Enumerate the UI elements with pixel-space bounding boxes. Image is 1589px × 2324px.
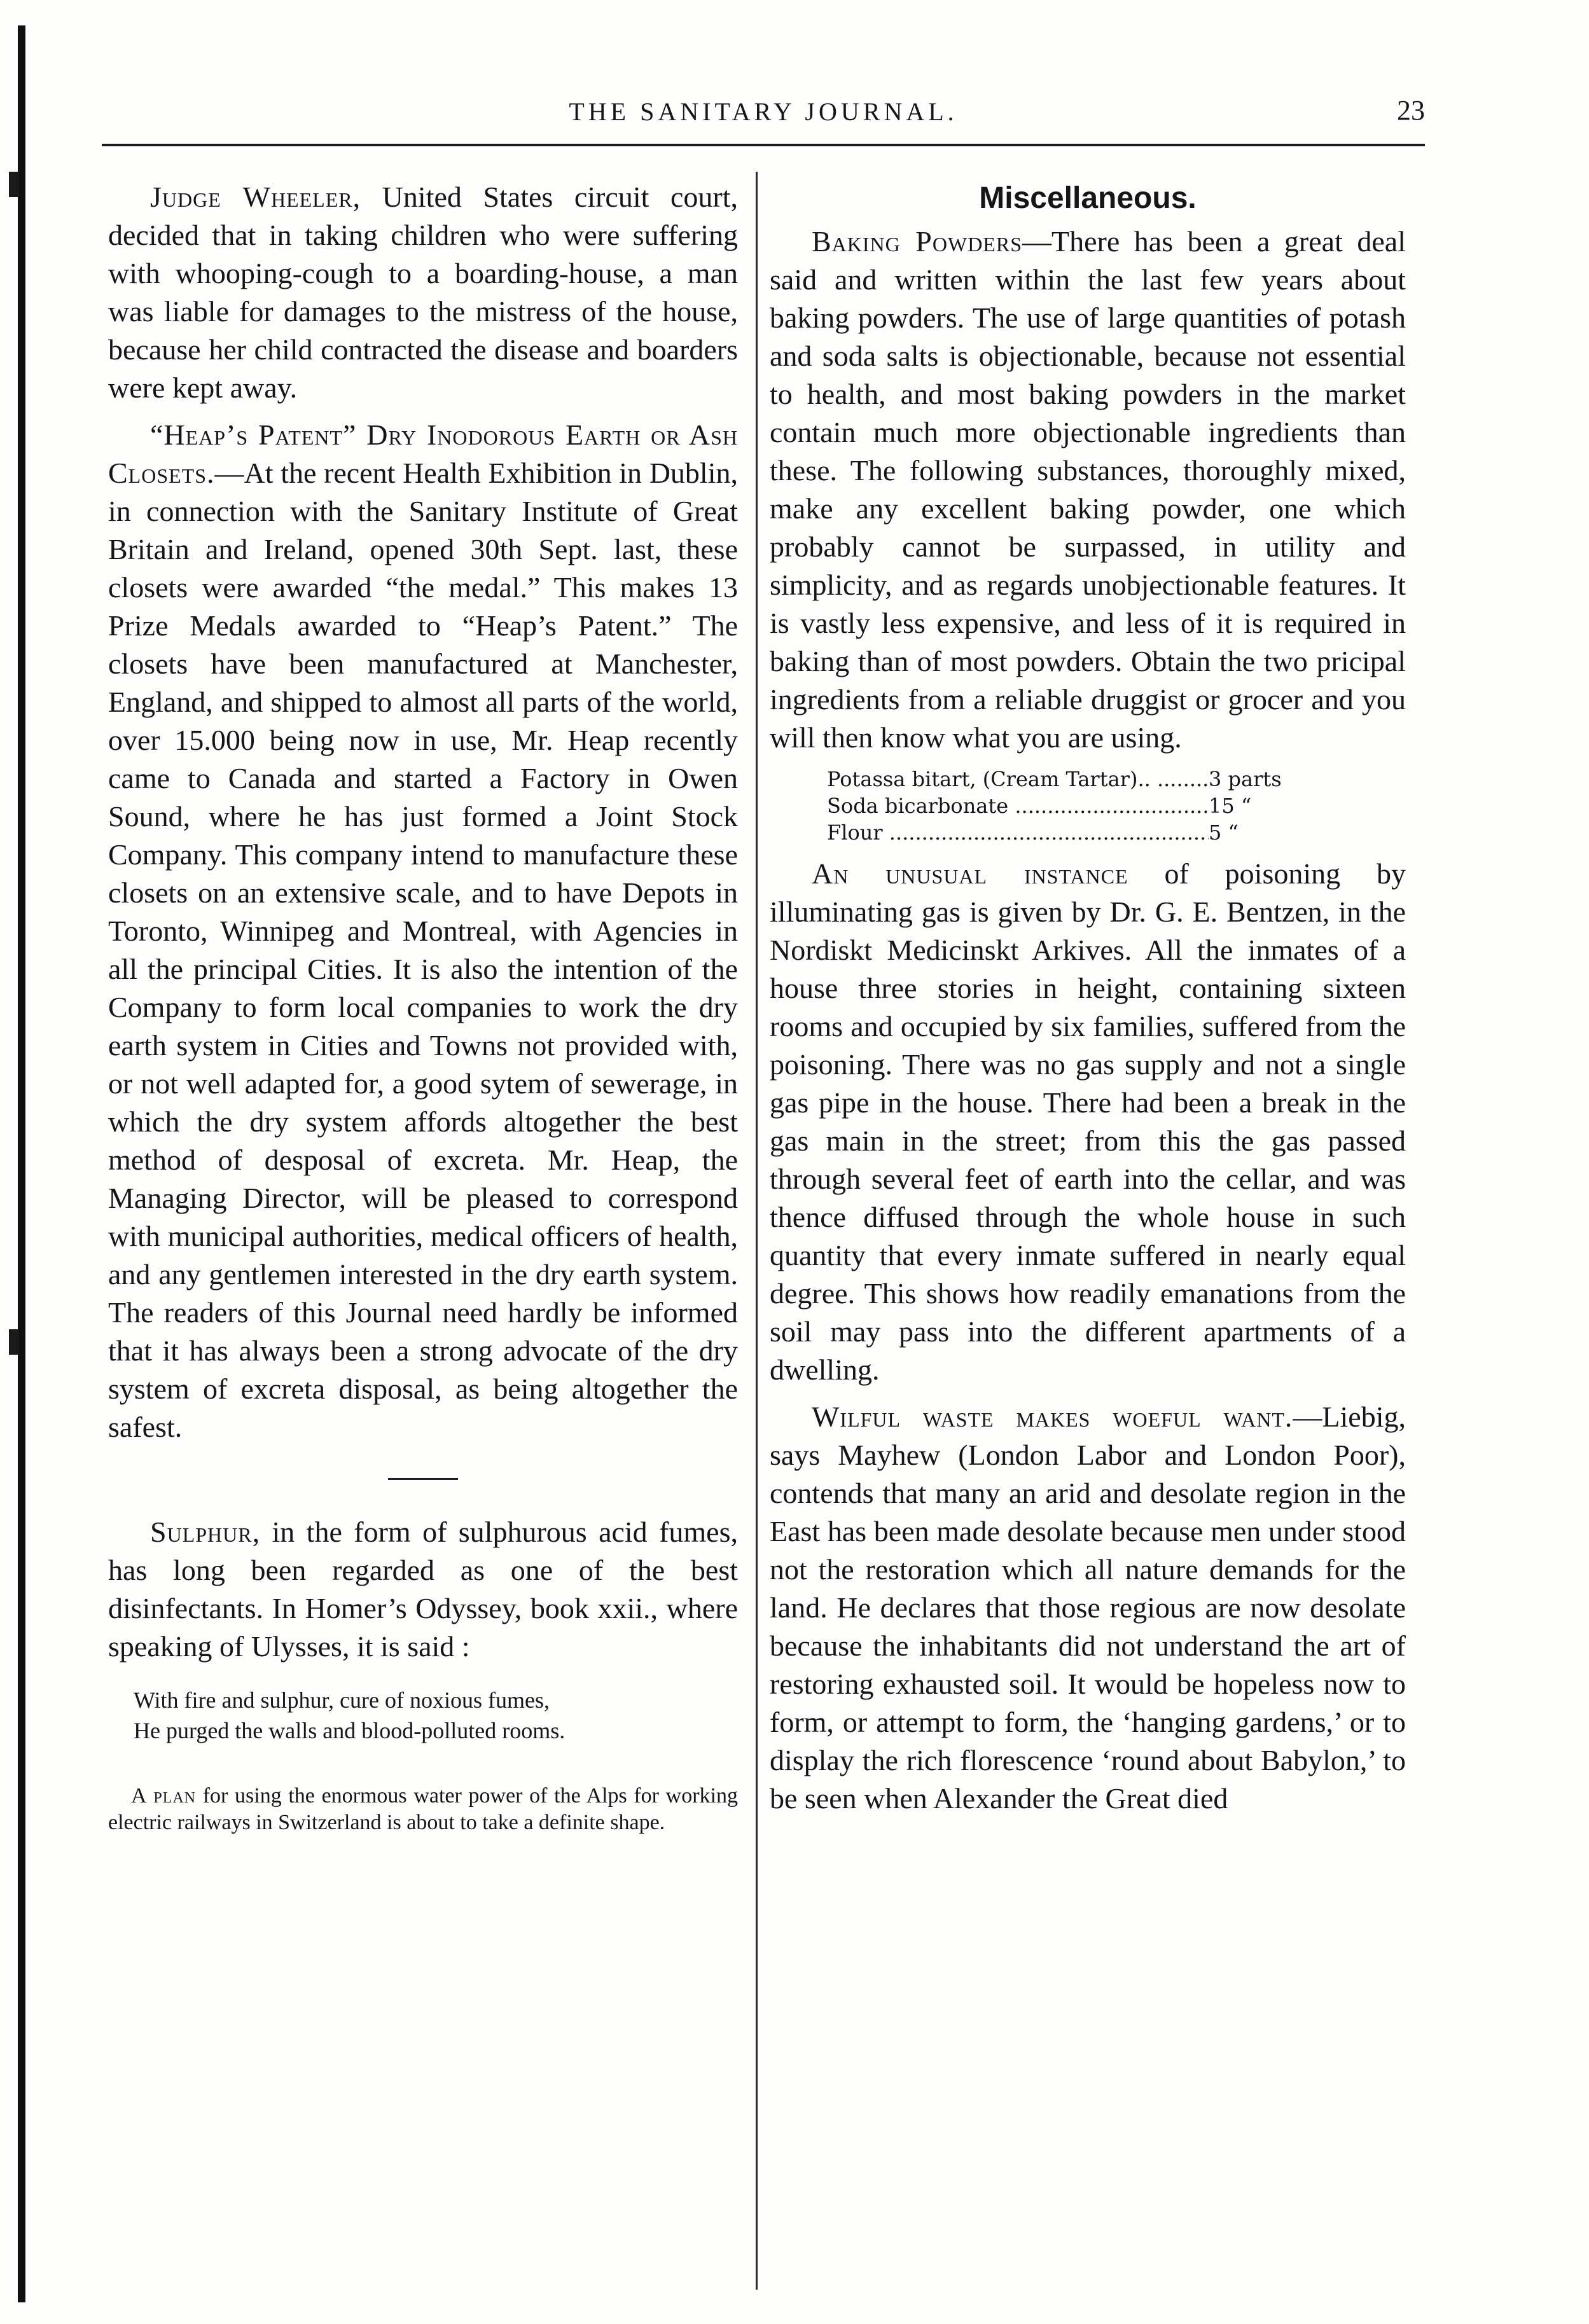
recipe-amount: 5 “ [1209,820,1239,845]
note-alps-railways [108,1783,738,1836]
article-lead: Judge Wheeler, [150,181,361,213]
article-gas-poisoning [770,855,1406,1389]
article-judge-wheeler [108,178,738,407]
running-title: THE SANITARY JOURNAL. [569,97,958,126]
article-lead: Sulphur, [150,1516,261,1548]
article-lead: “Heap’s Patent” Dry Inodorous Earth or Ash Closets. [108,418,738,489]
article-baking-powders [770,223,1406,757]
recipe-table [827,766,1406,846]
article-body: for using the enormous water power of the Alps for working electric railways in Switzerland is about to take a definite shape. [108,1784,738,1834]
article-lead: Wilful waste makes woeful want. [812,1401,1293,1433]
left-column [108,178,738,1836]
page-edge-shadow [18,25,25,2302]
page-edge-mark [9,1329,19,1355]
article-lead: An unusual instance [812,857,1128,890]
recipe-row [827,766,1406,792]
recipe-ingredient: Soda bicarbonate ..... [827,792,1209,819]
article-wilful-waste [770,1398,1406,1818]
article-body: United States circuit court, decided that in taking children who were suffering with whooping-cough to a boarding-house, a man was liable for damages to the mistress of the house, because her child contracted the disease and boarders were kept away. [108,181,738,404]
recipe-ingredient: Potassa bitart, (Cream Tartar).. ..... [827,766,1209,792]
article-body: —There has been a great deal said and written within the last few years about baking powders. The use of large quantities of potash and soda salts is objectionable, because not essential to health, and most baking powders in the market contain much more objectionable ingredients than these. The following substances, thoroughly mixed, make any excellent baking powder, one which probably cannot be surpassed, in utility and simplicity, and as regards unobjectionable features. It is vastly less expensive, and less of it is required in baking than of most powders. Obtain the two pricipal ingredients from a reliable druggist or grocer and you will then know what you are using. [770,225,1406,754]
recipe-amount: 15 “ [1209,794,1252,818]
section-separator [388,1478,458,1480]
column-divider [756,172,758,2290]
article-lead: A plan [131,1784,197,1808]
article-body: —Liebig, says Mayhew (London Labor and London Poor), contends that many an arid and desolate region in the East has been made desolate because men under stood not the restoration which all nature demands for the land. He declares that those regious are now desolate because the inhabitants did not understand the art of restoring exhausted soil. It would be hopeless now to form, or attempt to form, the ‘hanging gardens,’ or to display the rich florescence ‘round about Babylon,’ to be seen when Alexander the Great died [770,1401,1406,1815]
page-header [102,94,1425,139]
recipe-amount: 3 parts [1209,767,1282,791]
recipe-ingredient: Flour ..... [827,819,1209,846]
article-body: —At the recent Health Exhibition in Dublin, in connection with the Sanitary Institute of Great Britain and Ireland, opened 30th Sept. last, these closets were awarded “the medal.” This makes 13 Prize Medals awarded to “Heap’s Patent.” The closets have been manufactured at Manchester, England, and shipped to almost all parts of the world, over 15.000 being now in use, Mr. Heap recently came to Canada and started a Factory in Owen Sound, where he has just formed a Joint Stock Company. This company intend to manufacture these closets on an extensive scale, and to have Depots in Toronto, Winnipeg and Montreal, with Agencies in all the principal Cities. It is also the intention of the Company to form local companies to work the dry earth system in Cities and Towns not provided with, or not well adapted for, a good sytem of sewerage, in which the dry system affords altogether the best method of desposal of excreta. Mr. Heap, the Managing Director, will be pleased to correspond with municipal authorities, medical officers of health, and any gentlemen interested in the dry earth system. The readers of this Journal need hardly be informed that it has always been a strong advocate of the dry system of excreta disposal, as being altogether the safest. [108,457,738,1443]
page-number: 23 [1397,95,1425,126]
recipe-row [827,792,1406,819]
article-body: in the form of sulphurous acid fumes, has long been regarded as one of the best disinfectants. In Homer’s Odyssey, book xxii., where speaking of Ulysses, it is said : [108,1516,738,1663]
recipe-row [827,819,1406,846]
right-column [770,178,1406,1818]
article-lead: Baking Powders [812,225,1022,258]
header-rule [102,144,1425,146]
article-sulphur [108,1513,738,1666]
section-heading: Miscellaneous. [979,181,1197,215]
verse-quote [108,1685,738,1746]
page-edge-mark [9,172,19,197]
verse-line: He purged the walls and blood-polluted rooms. [134,1718,566,1743]
article-heaps-patent [108,416,738,1446]
verse-line: With fire and sulphur, cure of noxious fumes, [134,1687,550,1713]
article-body: of poisoning by illuminating gas is given by Dr. G. E. Bentzen, in the Nordiskt Medicinskt Arkives. All the inmates of a house three stories in height, containing sixteen rooms and occupied by six families, suffered from the poisoning. There was no gas supply and not a single gas pipe in the house. There had been a break in the gas main in the street; from this the gas passed through several feet of earth into the cellar, and was thence diffused through the whole house in such quantity that every inmate suffered in nearly equal degree. This shows how readily emanations from the soil may pass into the different apartments of a dwelling. [770,857,1406,1386]
